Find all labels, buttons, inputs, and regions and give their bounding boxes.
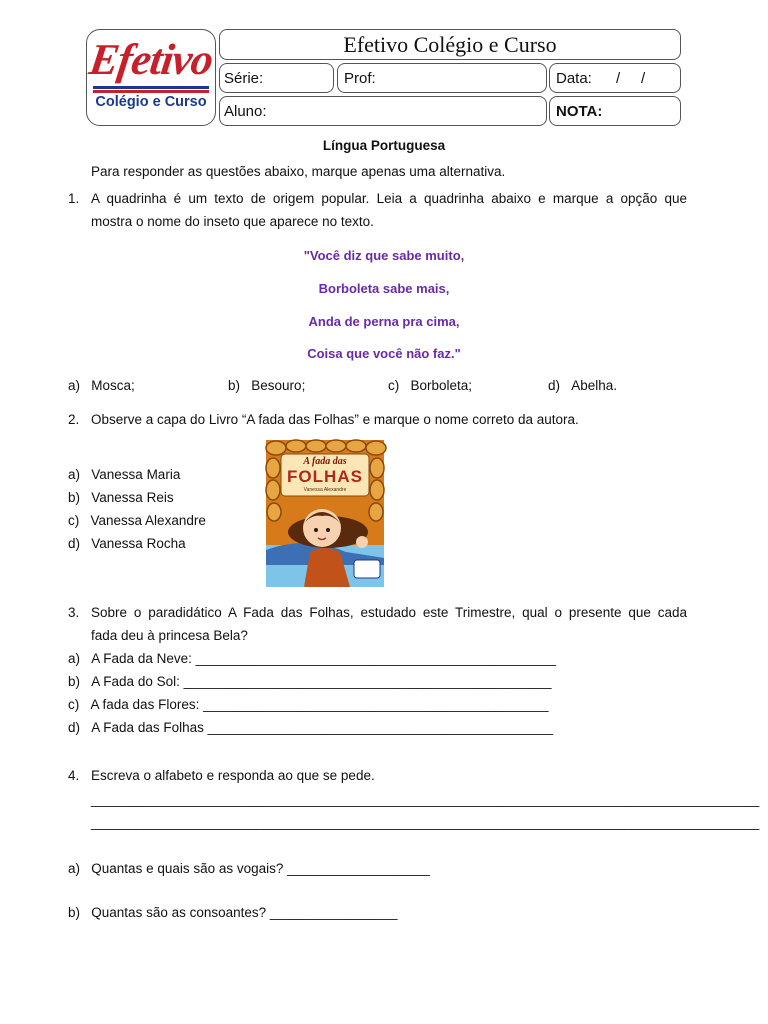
cover-title-main: FOLHAS [287, 467, 363, 486]
option-letter: b) [68, 490, 81, 505]
prof-label: Prof: [344, 70, 376, 87]
option-letter: d) [68, 720, 81, 735]
item-text: Quantas são as consoantes? _________________ [91, 905, 398, 920]
option-text: Borboleta; [410, 378, 473, 393]
option-text: Mosca; [91, 378, 135, 393]
q4-text: Escreva o alfabeto e responda ao que se pede. [91, 768, 375, 783]
aluno-label: Aluno: [224, 103, 267, 120]
option-text: A Fada da Neve: ________________________________________________ [91, 651, 556, 666]
option-text: Vanessa Rocha [91, 536, 186, 551]
option-text: Abelha. [571, 378, 618, 393]
instruction-text: Para responder as questões abaixo, marque apenas uma alternativa. [91, 164, 506, 179]
option-letter: d) [548, 378, 561, 393]
school-title: Efetivo Colégio e Curso [343, 32, 557, 57]
option-letter: a) [68, 651, 81, 666]
option-letter: d) [68, 536, 81, 551]
q4-answer-line-1[interactable]: _________________________________________________________________________________________ [91, 792, 760, 807]
logo-stripe-red [93, 90, 209, 93]
q3-option-d[interactable] [68, 720, 553, 735]
option-letter: c) [388, 378, 400, 393]
option-text: A Fada das Folhas ______________________________________________ [91, 720, 553, 735]
q3-option-a[interactable] [68, 651, 556, 666]
cover-title-top: A fada das [303, 456, 347, 467]
option-text: Vanessa Reis [91, 490, 174, 505]
q2-option-a[interactable] [68, 467, 180, 482]
q1-text-line2: mostra o nome do inseto que aparece no texto. [91, 214, 374, 229]
option-letter: b) [68, 674, 81, 689]
q3-option-b[interactable] [68, 674, 552, 689]
option-text: Vanessa Alexandre [90, 513, 206, 528]
poem-line-1: "Você diz que sabe muito, [303, 248, 465, 263]
serie-field[interactable] [219, 63, 334, 93]
q3-option-c[interactable] [68, 697, 548, 712]
q2-number: 2. [68, 412, 80, 427]
q2-option-d[interactable] [68, 536, 186, 551]
q1-option-a[interactable] [68, 378, 135, 393]
q2-text: Observe a capa do Livro “A fada das Folhas” e marque o nome correto da autora. [91, 412, 579, 427]
item-letter: b) [68, 905, 81, 920]
option-letter: c) [68, 513, 80, 528]
q3-text-line2: fada deu à princesa Bela? [91, 628, 248, 643]
school-title-box [219, 29, 681, 60]
poem-line-2: Borboleta sabe mais, [318, 281, 450, 296]
cover-author: Vanessa Alexandre [303, 487, 347, 493]
subject-title: Língua Portuguesa [322, 138, 446, 153]
q4-item-b[interactable] [68, 905, 398, 920]
q4-number: 4. [68, 768, 80, 783]
q1-text-line1: A quadrinha é um texto de origem popular. Leia a quadrinha abaixo e marque a opção que [91, 191, 687, 206]
option-text: Besouro; [251, 378, 306, 393]
option-text: A fada das Flores: ______________________________________________ [90, 697, 549, 712]
poem-line-4: Coisa que você não faz." [307, 346, 461, 361]
option-text: A Fada do Sol: _________________________________________________ [91, 674, 552, 689]
option-letter: a) [68, 467, 81, 482]
date-field[interactable] [549, 63, 681, 93]
option-letter: a) [68, 378, 81, 393]
q2-option-c[interactable] [68, 513, 206, 528]
option-text: Vanessa Maria [91, 467, 181, 482]
option-letter: b) [228, 378, 241, 393]
q4-answer-line-2[interactable]: _________________________________________________________________________________________ [91, 815, 760, 830]
item-text: Quantas e quais são as vogais? ___________________ [91, 861, 430, 876]
q2-option-b[interactable] [68, 490, 174, 505]
nota-label: NOTA: [556, 103, 603, 120]
prof-field[interactable] [337, 63, 547, 93]
logo-subtitle: Colégio e Curso [95, 94, 207, 110]
book-cover-image [266, 440, 384, 587]
q4-item-a[interactable] [68, 861, 430, 876]
q1-option-b[interactable] [228, 378, 305, 393]
logo-stripe-blue [93, 86, 209, 89]
q1-option-c[interactable] [388, 378, 472, 393]
date-label: Data: [556, 70, 592, 87]
q1-number: 1. [68, 191, 80, 206]
q1-option-d[interactable] [548, 378, 617, 393]
q3-text-line1: Sobre o paradidático A Fada das Folhas, estudado este Trimestre, qual o presente que cada [91, 605, 687, 620]
school-logo [86, 29, 216, 126]
q3-number: 3. [68, 605, 80, 620]
aluno-field[interactable] [219, 96, 547, 126]
nota-field[interactable] [549, 96, 681, 126]
option-letter: c) [68, 697, 80, 712]
serie-label: Série: [224, 70, 264, 87]
item-letter: a) [68, 861, 81, 876]
logo-word: Efetivo [86, 35, 216, 84]
date-slashes: / / [616, 70, 646, 87]
poem-line-3: Anda de perna pra cima, [308, 314, 460, 329]
